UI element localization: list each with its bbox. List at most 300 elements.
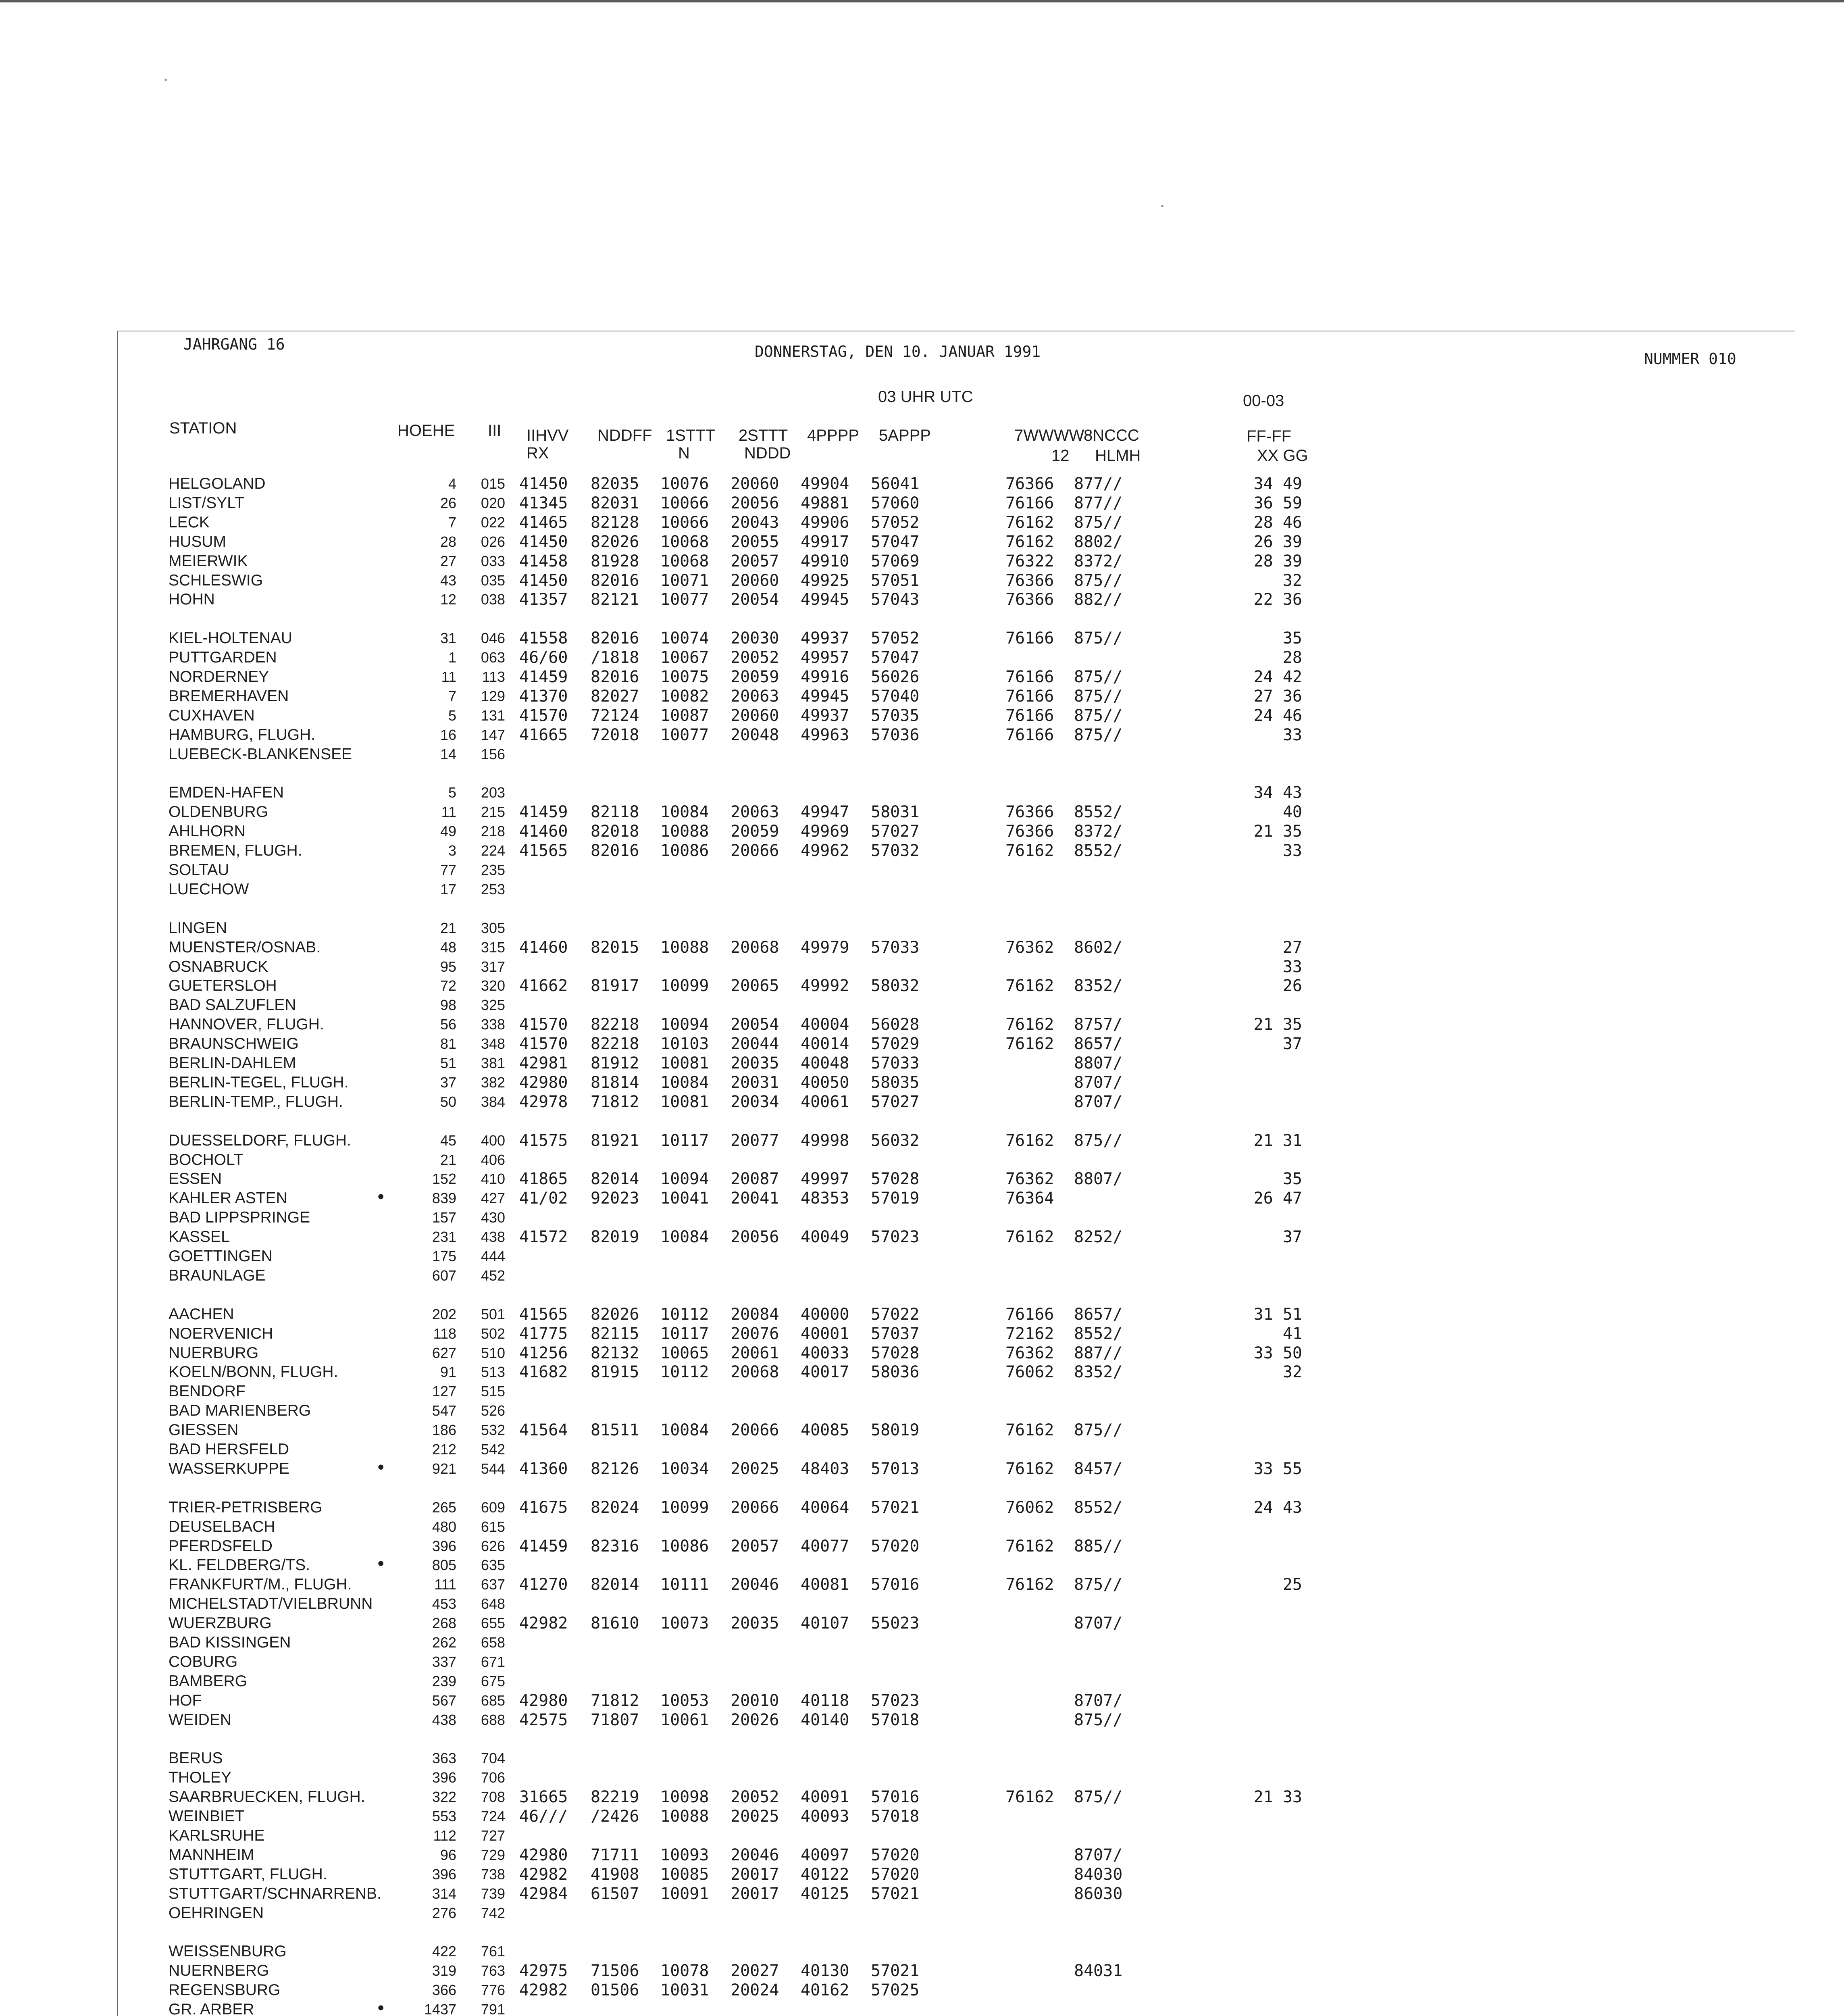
row-height-value: 111 (434, 1576, 456, 1593)
row-group-8: 875// (1074, 513, 1123, 532)
row-station-id: 763 (481, 1962, 505, 1979)
row-group-2: 81928 (591, 552, 639, 571)
row-group-6: 57023 (871, 1691, 920, 1710)
row-group-5: 40162 (801, 1981, 849, 2000)
row-station-id: 706 (481, 1769, 505, 1786)
row-group-7: 76162 (1005, 1537, 1054, 1556)
row-station-name: HOF (169, 1691, 202, 1709)
row-group-1: 41565 (519, 841, 568, 860)
row-station-id: 046 (481, 630, 505, 647)
row-group-4: 20063 (731, 687, 779, 706)
col-g8-sub: HLMH (1095, 447, 1141, 464)
row-group-8: 875// (1074, 668, 1123, 686)
row-height-value: 553 (432, 1808, 456, 1825)
row-group-8: 8372/ (1074, 552, 1123, 571)
row-group-8: 875// (1074, 1788, 1123, 1807)
row-group-3: 10099 (660, 1498, 709, 1517)
row-height-value: 11 (441, 804, 456, 821)
row-height-value: 7 (448, 687, 456, 704)
row-station-name: PFERDSFELD (169, 1537, 273, 1555)
row-group-2: 82016 (591, 571, 639, 590)
row-wind-gust: 34 43 (1253, 783, 1302, 802)
row-station-id: 452 (481, 1267, 505, 1284)
row-station-id: 113 (482, 669, 505, 685)
row-wind-gust: 26 (1282, 977, 1302, 996)
row-group-4: 20046 (731, 1575, 779, 1594)
row-group-4: 20066 (731, 1421, 779, 1440)
issue-number: NUMMER 010 (1644, 350, 1736, 368)
row-group-3: 10088 (660, 822, 709, 841)
row-group-2: 01506 (591, 1981, 639, 2000)
row-height-value: 453 (432, 1595, 456, 1612)
row-group-5: 40125 (801, 1884, 849, 1903)
row-wind-gust: 26 39 (1253, 532, 1302, 551)
row-group-8: 86030 (1074, 1884, 1123, 1903)
row-group-5: 49957 (801, 648, 849, 667)
row-station-name: STUTTGART, FLUGH. (169, 1865, 327, 1883)
row-station-name: SAARBRUECKEN, FLUGH. (169, 1788, 365, 1806)
row-group-8: 8807/ (1074, 1170, 1123, 1189)
row-height-value: 607 (432, 1267, 456, 1284)
row-height-value: 31 (440, 630, 456, 647)
row-station-id: 655 (481, 1615, 505, 1632)
row-group-2: 82031 (591, 494, 639, 512)
row-group-5: 40001 (801, 1324, 849, 1343)
row-group-7: 76362 (1005, 1170, 1054, 1189)
row-group-1: 42575 (519, 1710, 568, 1729)
row-group-1: 41570 (519, 1035, 568, 1054)
row-station-name: STUTTGART/SCHNARRENB. (169, 1885, 381, 1902)
row-group-6: 57016 (871, 1575, 920, 1594)
row-station-name: THOLEY (169, 1769, 232, 1787)
row-station-name: HAMBURG, FLUGH. (169, 726, 316, 744)
row-group-6: 57020 (871, 1537, 920, 1556)
row-group-1: 42975 (519, 1962, 568, 1981)
row-group-1: 41570 (519, 1015, 568, 1034)
row-station-name: BOCHOLT (169, 1151, 244, 1168)
row-group-5: 40033 (801, 1343, 849, 1362)
row-group-6: 57033 (871, 1054, 920, 1073)
row-station-id: 325 (481, 997, 505, 1014)
row-height-value: 4 (448, 475, 456, 492)
row-station-name: GUETERSLOH (169, 977, 277, 995)
row-group-3: 10071 (660, 571, 709, 590)
row-group-1: 41450 (519, 532, 568, 551)
col-iii: III (488, 422, 502, 439)
row-station-id: 382 (481, 1074, 505, 1091)
row-group-1: 41345 (519, 494, 568, 512)
row-height-value: 276 (432, 1904, 456, 1921)
row-group-1: 41558 (519, 629, 568, 648)
row-wind-gust: 33 (1282, 957, 1302, 976)
row-group-7: 76364 (1005, 1189, 1054, 1208)
row-station-id: 648 (481, 1595, 505, 1612)
row-station-id: 438 (481, 1229, 505, 1245)
row-station-id: 203 (481, 784, 505, 801)
row-group-6: 58036 (871, 1363, 920, 1382)
row-station-name: NOERVENICH (169, 1325, 273, 1342)
row-group-4: 20066 (731, 1498, 779, 1517)
col-g7: 7WWWW (1014, 427, 1084, 444)
row-group-2: 72124 (591, 706, 639, 725)
row-station-name: PUTTGARDEN (169, 649, 277, 666)
row-group-3: 10081 (660, 1092, 709, 1111)
obs-time-label: 03 UHR UTC (878, 388, 973, 406)
row-group-6: 56028 (871, 1015, 920, 1034)
row-group-4: 20044 (731, 1035, 779, 1054)
row-group-1: 42980 (519, 1845, 568, 1864)
row-group-5: 40130 (801, 1962, 849, 1981)
row-station-id: 739 (481, 1885, 505, 1902)
row-group-1: 42980 (519, 1691, 568, 1710)
row-height-value: 363 (432, 1750, 456, 1767)
row-height-value: 239 (432, 1672, 456, 1689)
row-height-value: 77 (440, 862, 456, 878)
row-height-value: 127 (432, 1383, 456, 1400)
row-height-value: 45 (440, 1132, 456, 1149)
row-group-5: 49979 (801, 938, 849, 957)
row-station-id: 776 (481, 1982, 505, 1999)
row-group-1: 41450 (519, 571, 568, 590)
row-group-6: 57018 (871, 1807, 920, 1826)
row-group-2: 71506 (591, 1962, 639, 1981)
row-group-7: 76166 (1005, 725, 1054, 744)
row-group-8: 8457/ (1074, 1459, 1123, 1478)
top-scan-border (0, 0, 1844, 2)
row-station-name: WASSERKUPPE (169, 1460, 289, 1477)
row-group-2: 82115 (591, 1324, 639, 1343)
row-group-8: 875// (1074, 1131, 1123, 1150)
row-height-value: 16 (440, 726, 456, 743)
row-station-id: 501 (481, 1306, 505, 1322)
row-station-name: MANNHEIM (169, 1846, 254, 1864)
row-group-3: 10117 (660, 1324, 709, 1343)
row-wind-gust: 22 36 (1253, 590, 1302, 609)
row-group-2: 82035 (591, 475, 639, 493)
row-group-6: 58019 (871, 1421, 920, 1440)
row-group-3: 10076 (660, 475, 709, 493)
row-height-value: 839 (432, 1190, 456, 1207)
row-station-name: LINGEN (169, 919, 227, 937)
row-station-id: 131 (481, 707, 505, 724)
row-group-4: 20068 (731, 1363, 779, 1382)
row-group-4: 20061 (731, 1343, 779, 1362)
row-group-3: 10087 (660, 706, 709, 725)
row-group-4: 20056 (731, 494, 779, 512)
row-group-4: 20024 (731, 1981, 779, 2000)
row-group-8: 882// (1074, 590, 1123, 609)
row-station-name: BAD LIPPSPRINGE (169, 1209, 310, 1227)
row-station-name: KASSEL (169, 1228, 230, 1246)
row-station-name: LECK (169, 513, 210, 531)
row-group-7: 76062 (1005, 1498, 1054, 1517)
row-station-id: 063 (481, 649, 505, 666)
mountain-station-marker: • (378, 1187, 384, 1207)
row-group-3: 10084 (660, 803, 709, 822)
row-height-value: 5 (448, 784, 456, 801)
col-hoehe: HOEHE (398, 422, 455, 439)
row-height-value: 627 (432, 1344, 456, 1361)
row-height-value: 91 (440, 1364, 456, 1381)
row-group-7: 76162 (1005, 1131, 1054, 1150)
row-group-4: 20046 (731, 1845, 779, 1864)
row-station-name: GR. ARBER (169, 2001, 254, 2016)
row-group-2: 71812 (591, 1092, 639, 1111)
row-group-8: 8552/ (1074, 803, 1123, 822)
row-group-3: 10103 (660, 1035, 709, 1054)
row-station-id: 235 (481, 862, 505, 878)
row-station-id: 626 (481, 1537, 505, 1554)
row-group-6: 57023 (871, 1228, 920, 1247)
row-group-5: 40004 (801, 1015, 849, 1034)
col-g8: 8NCCC (1084, 427, 1139, 444)
row-group-2: 82014 (591, 1170, 639, 1189)
row-group-1: 41460 (519, 822, 568, 841)
mountain-station-marker: • (378, 1457, 384, 1477)
row-station-name: MICHELSTADT/VIELBRUNN (169, 1595, 373, 1613)
row-group-3: 10053 (660, 1691, 709, 1710)
row-wind-gust: 37 (1282, 1228, 1302, 1247)
row-group-2: 92023 (591, 1189, 639, 1208)
row-group-8: 8657/ (1074, 1305, 1123, 1324)
row-group-5: 40014 (801, 1035, 849, 1054)
row-station-name: MUENSTER/OSNAB. (169, 938, 321, 956)
row-group-1: 42982 (519, 1865, 568, 1884)
row-wind-gust: 24 43 (1253, 1498, 1302, 1517)
row-station-id: 384 (481, 1093, 505, 1110)
row-wind-gust: 35 (1282, 629, 1302, 648)
row-group-2: 82118 (591, 803, 639, 822)
row-group-2: 81921 (591, 1131, 639, 1150)
row-group-6: 57043 (871, 590, 920, 609)
row-station-id: 410 (481, 1170, 505, 1187)
row-group-3: 10117 (660, 1131, 709, 1150)
row-station-id: 033 (481, 552, 505, 569)
row-group-1: 41458 (519, 552, 568, 571)
row-station-id: 224 (481, 842, 505, 859)
row-group-5: 49910 (801, 552, 849, 571)
row-group-6: 57020 (871, 1845, 920, 1864)
row-height-value: 1437 (424, 2001, 456, 2016)
row-group-8: 8707/ (1074, 1073, 1123, 1092)
row-group-4: 20084 (731, 1305, 779, 1324)
row-group-2: 82132 (591, 1343, 639, 1362)
row-station-name: NORDERNEY (169, 668, 269, 685)
row-station-id: 791 (481, 2001, 505, 2016)
row-height-value: 48 (440, 939, 456, 956)
row-group-3: 10084 (660, 1421, 709, 1440)
row-group-7: 76166 (1005, 629, 1054, 648)
row-wind-gust: 21 31 (1253, 1131, 1302, 1150)
col-g1: IIHVV (527, 427, 569, 444)
row-group-5: 40077 (801, 1537, 849, 1556)
row-station-id: 305 (481, 919, 505, 936)
row-group-7: 76366 (1005, 822, 1054, 841)
row-group-3: 10088 (660, 1807, 709, 1826)
row-group-4: 20087 (731, 1170, 779, 1189)
row-station-name: KAHLER ASTEN (169, 1189, 287, 1207)
row-group-5: 40000 (801, 1305, 849, 1324)
row-station-name: WUERZBURG (169, 1614, 272, 1632)
row-group-2: 81912 (591, 1054, 639, 1073)
row-group-4: 20054 (731, 590, 779, 609)
row-group-8: 8552/ (1074, 841, 1123, 860)
row-height-value: 49 (440, 823, 456, 840)
row-station-id: 513 (481, 1364, 505, 1381)
row-group-4: 20057 (731, 552, 779, 571)
row-height-value: 7 (448, 514, 456, 531)
row-group-4: 20043 (731, 513, 779, 532)
row-group-4: 20025 (731, 1807, 779, 1826)
row-group-5: 40017 (801, 1363, 849, 1382)
row-group-2: 82219 (591, 1788, 639, 1807)
row-group-8: 8707/ (1074, 1691, 1123, 1710)
row-group-5: 40061 (801, 1092, 849, 1111)
row-group-6: 57033 (871, 938, 920, 957)
row-height-value: 202 (432, 1306, 456, 1322)
row-group-7: 76366 (1005, 590, 1054, 609)
row-group-2: 82126 (591, 1459, 639, 1478)
row-group-2: 82121 (591, 590, 639, 609)
col-station: STATION (169, 419, 237, 437)
row-group-3: 10086 (660, 841, 709, 860)
row-group-3: 10061 (660, 1710, 709, 1729)
row-group-1: 41/02 (519, 1189, 568, 1208)
row-group-7: 76162 (1005, 1421, 1054, 1440)
row-group-5: 49962 (801, 841, 849, 860)
row-height-value: 27 (440, 552, 456, 569)
row-station-name: HOHN (169, 591, 215, 608)
row-group-4: 20035 (731, 1054, 779, 1073)
row-group-6: 57018 (871, 1710, 920, 1729)
row-height-value: 112 (433, 1827, 456, 1844)
volume-label: JAHRGANG 16 (183, 335, 285, 353)
row-height-value: 50 (440, 1093, 456, 1110)
row-group-5: 49937 (801, 706, 849, 725)
row-wind-gust: 33 (1282, 841, 1302, 860)
row-station-name: BERLIN-DAHLEM (169, 1054, 296, 1072)
row-group-3: 10077 (660, 725, 709, 744)
row-group-5: 49992 (801, 977, 849, 996)
row-height-value: 118 (433, 1325, 456, 1342)
row-station-name: NUERBURG (169, 1344, 259, 1362)
row-height-value: 396 (432, 1866, 456, 1883)
row-group-2: 71812 (591, 1691, 639, 1710)
row-group-3: 10081 (660, 1054, 709, 1073)
row-group-7: 76166 (1005, 1305, 1054, 1324)
row-group-8: 875// (1074, 1421, 1123, 1440)
row-station-id: 727 (481, 1827, 505, 1844)
row-group-6: 58031 (871, 803, 920, 822)
row-wind-gust: 24 46 (1253, 706, 1302, 725)
row-wind-gust: 21 35 (1253, 822, 1302, 841)
row-station-name: HUSUM (169, 533, 226, 550)
row-group-7: 76162 (1005, 841, 1054, 860)
row-group-7: 76166 (1005, 494, 1054, 512)
row-group-4: 20030 (731, 629, 779, 648)
row-height-value: 396 (432, 1769, 456, 1786)
row-station-id: 015 (481, 475, 505, 492)
row-wind-gust: 28 46 (1253, 513, 1302, 532)
row-group-4: 20054 (731, 1015, 779, 1034)
row-group-1: 41256 (519, 1343, 568, 1362)
row-group-2: 82316 (591, 1537, 639, 1556)
row-group-3: 10086 (660, 1537, 709, 1556)
row-group-7: 76362 (1005, 1343, 1054, 1362)
row-station-name: HANNOVER, FLUGH. (169, 1016, 324, 1033)
row-wind-gust: 37 (1282, 1035, 1302, 1054)
row-height-value: 5 (448, 707, 456, 724)
row-group-6: 57032 (871, 841, 920, 860)
row-wind-gust: 28 (1282, 648, 1302, 667)
row-station-id: 315 (481, 939, 505, 956)
row-group-8: 8707/ (1074, 1092, 1123, 1111)
row-station-name: BAD HERSFELD (169, 1441, 289, 1458)
col-g5: 4PPPP (807, 427, 859, 444)
row-group-5: 49969 (801, 822, 849, 841)
row-group-4: 20048 (731, 725, 779, 744)
row-group-5: 49906 (801, 513, 849, 532)
row-height-value: 81 (440, 1035, 456, 1052)
row-group-5: 40140 (801, 1710, 849, 1729)
row-station-id: 515 (481, 1383, 505, 1400)
row-group-4: 20057 (731, 1537, 779, 1556)
row-group-6: 57040 (871, 687, 920, 706)
row-group-1: 41570 (519, 706, 568, 725)
row-station-id: 400 (481, 1132, 505, 1149)
row-group-6: 57052 (871, 629, 920, 648)
row-station-id: 444 (481, 1248, 505, 1264)
row-group-1: 42984 (519, 1884, 568, 1903)
row-station-name: REGENSBURG (169, 1981, 281, 1999)
row-station-id: 724 (481, 1808, 505, 1825)
row-group-1: 46/// (519, 1807, 568, 1826)
row-station-id: 729 (481, 1846, 505, 1863)
row-station-name: BENDORF (169, 1383, 246, 1400)
col-g6: 5APPP (879, 427, 931, 444)
row-height-value: 322 (432, 1789, 456, 1806)
row-station-name: GIESSEN (169, 1421, 239, 1439)
row-group-2: 41908 (591, 1865, 639, 1884)
row-station-name: HELGOLAND (169, 475, 266, 492)
row-group-1: 41572 (519, 1228, 568, 1247)
row-station-id: 742 (481, 1904, 505, 1921)
row-station-id: 685 (481, 1692, 505, 1709)
row-station-id: 218 (481, 823, 505, 840)
row-height-value: 17 (440, 881, 456, 898)
row-group-6: 57027 (871, 822, 920, 841)
row-group-3: 10077 (660, 590, 709, 609)
row-group-2: 82128 (591, 513, 639, 532)
row-group-8: 8352/ (1074, 1363, 1123, 1382)
row-group-3: 10111 (660, 1575, 709, 1594)
row-group-4: 20063 (731, 803, 779, 822)
row-station-name: KIEL-HOLTENAU (169, 629, 293, 647)
row-group-4: 20017 (731, 1865, 779, 1884)
row-station-name: BRAUNLAGE (169, 1266, 266, 1284)
row-station-name: TRIER-PETRISBERG (169, 1498, 323, 1516)
row-group-2: 81915 (591, 1363, 639, 1382)
row-group-5: 49997 (801, 1170, 849, 1189)
row-group-1: 41360 (519, 1459, 568, 1478)
row-group-7: 76166 (1005, 687, 1054, 706)
row-group-8: 8552/ (1074, 1498, 1123, 1517)
row-station-id: 609 (481, 1499, 505, 1516)
row-group-8: 8657/ (1074, 1035, 1123, 1054)
row-wind-gust: 27 36 (1253, 687, 1302, 706)
row-station-name: OEHRINGEN (169, 1904, 264, 1922)
row-group-4: 20060 (731, 475, 779, 493)
